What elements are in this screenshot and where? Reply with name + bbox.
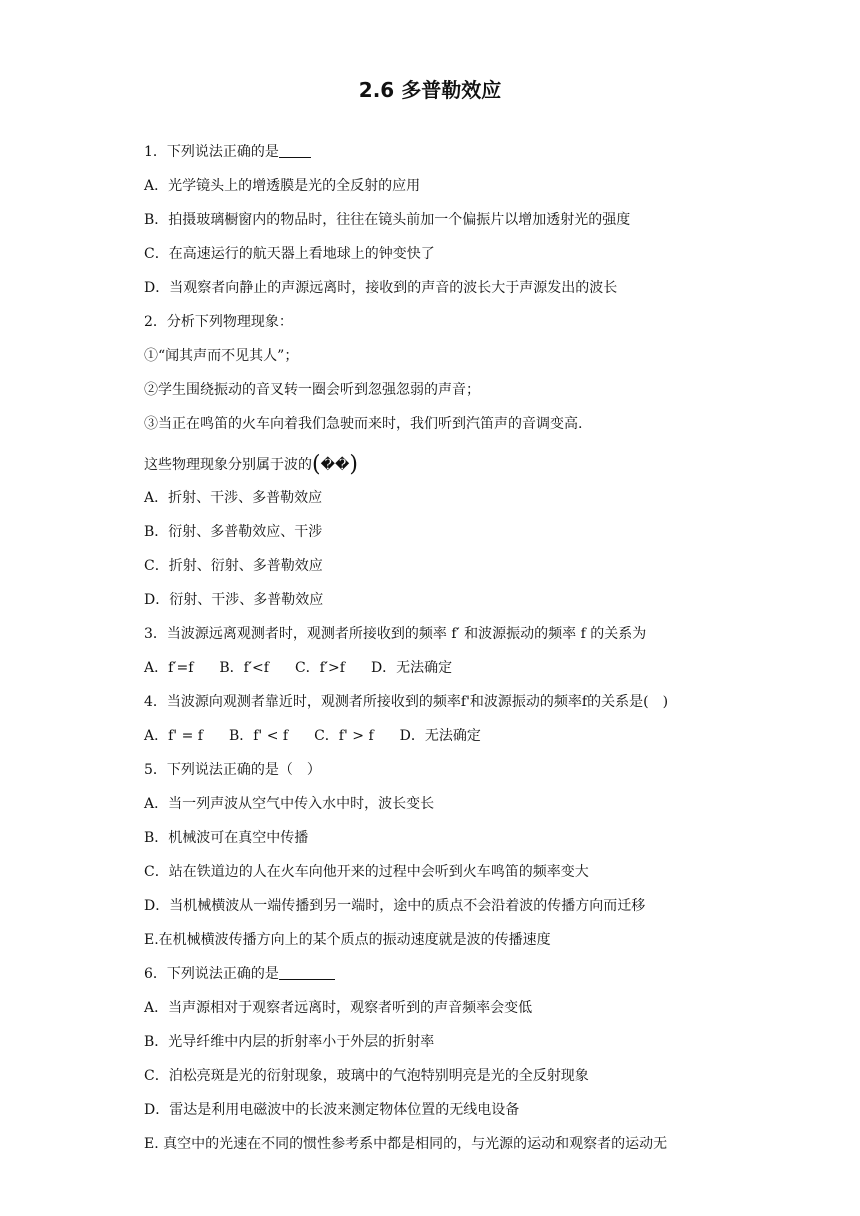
question-list [144,139,744,1165]
question-5-stem: 5．下列说法正确的是（ ） [144,762,321,778]
q1-option-c: C．在高速运行的航天器上看地球上的钟变快了 [144,246,435,262]
q3-option-c: C．f′>f [294,660,345,676]
q4-option-a: A．f' = f [144,728,203,744]
q6-option-b: B．光导纤维中内层的折射率小于外层的折射率 [144,1034,435,1050]
q5-option-d: D．当机械横波从一端传播到另一端时，途中的质点不会沿着波的传播方向而迁移 [144,898,646,914]
q5-option-b: B．机械波可在真空中传播 [144,830,309,846]
q1-option-b: B．拍摄玻璃橱窗内的物品时，往往在镜头前加一个偏振片以增加透射光的强度 [144,212,631,228]
q5-option-e: E.在机械横波传播方向上的某个质点的振动速度就是波的传播速度 [144,932,551,948]
q2-option-d: D．衍射、干涉、多普勒效应 [144,592,324,608]
question-6-stem [144,961,744,995]
q5-option-a: A．当一列声波从空气中传入水中时，波长变长 [144,796,435,812]
q6-option-e: E. 真空中的光速在不同的惯性参考系中都是相同的，与光源的运动和观察者的运动无 [144,1136,668,1152]
q2-phenomenon-3: ③当正在鸣笛的火车向着我们急驶而来时，我们听到汽笛声的音调变高. [144,416,583,432]
q3-option-a: A．f′=f [144,660,194,676]
q4-option-b: B．f' < f [228,728,289,744]
question-1-text: 1．下列说法正确的是 [144,144,279,160]
q2-ask-text: 这些物理现象分别属于波的 [144,457,312,473]
q3-option-b: B．f′<f [219,660,269,676]
q4-option-d: D．无法确定 [399,728,481,744]
q6-option-a: A．当声源相对于观察者远离时，观察者听到的声音频率会变低 [144,1000,533,1016]
q6-option-c: C．泊松亮斑是光的衍射现象，玻璃中的气泡特别明亮是光的全反射现象 [144,1068,589,1084]
q6-option-d: D．雷达是利用电磁波中的长波来测定物体位置的无线电设备 [144,1102,520,1118]
garbled-glyph: �� [320,457,350,473]
q1-option-a: A．光学镜头上的增透膜是光的全反射的应用 [144,178,421,194]
answer-blank [279,141,311,158]
q2-option-c: C．折射、衍射、多普勒效应 [144,558,323,574]
question-6-text: 6．下列说法正确的是 [144,966,279,982]
q2-option-b: B．衍射、多普勒效应、干涉 [144,524,323,540]
q2-option-a: A．折射、干涉、多普勒效应 [144,490,323,506]
question-1-stem [144,139,744,173]
q4-option-c: C．f' > f [314,728,374,744]
q2-phenomenon-1: ①“闻其声而不见其人”； [144,348,299,364]
answer-blank [279,963,335,980]
q3-options [144,655,744,689]
q4-options [144,723,744,757]
paren-close: ) [349,452,358,477]
question-3-stem: 3．当波源远离观测者时，观测者所接收到的频率 f′ 和波源振动的频率 f 的关系为 [144,626,647,642]
q1-option-d: D．当观察者向静止的声源远离时，接收到的声音的波长大于声源发出的波长 [144,280,618,296]
q3-option-d: D．无法确定 [370,660,453,676]
page-title: 2.6 多普勒效应 [358,78,502,102]
q2-phenomenon-2: ②学生围绕振动的音叉转一圈会听到忽强忽弱的声音； [144,382,480,398]
question-4-stem: 4．当波源向观测者靠近时，观测者所接收到的频率f'和波源振动的频率f的关系是( ) [144,694,669,710]
question-2-stem: 2．分析下列物理现象： [144,314,293,330]
q5-option-c: C．站在铁道边的人在火车向他开来的过程中会听到火车鸣笛的频率变大 [144,864,589,880]
paren-open: ( [312,452,321,477]
q2-ask [144,445,744,485]
